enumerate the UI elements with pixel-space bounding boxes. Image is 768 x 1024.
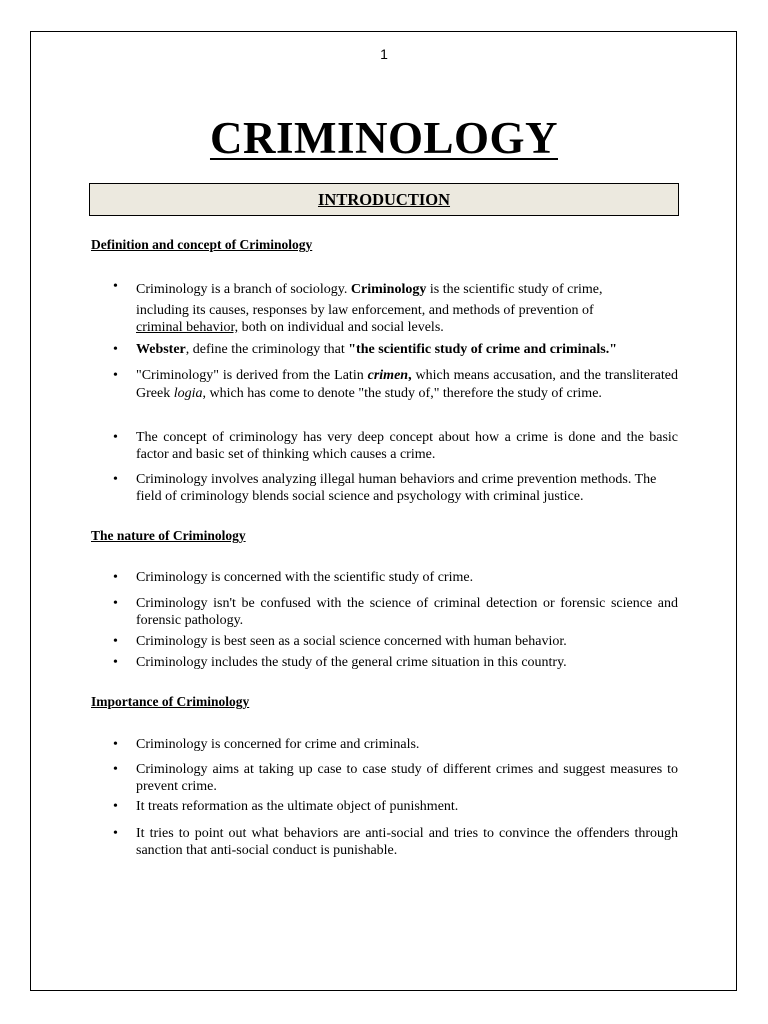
- introduction-banner: [89, 183, 679, 216]
- bullet-marker: •: [113, 737, 118, 752]
- list-item: Criminology includes the study of the general crime situation in this country.: [136, 655, 567, 670]
- list-item: It tries to point out what behaviors are anti-social and tries to convince the offenders through sanction that anti-social conduct is punishable.: [136, 826, 678, 858]
- bullet-marker: •: [113, 472, 118, 487]
- list-item: Criminology isn't be confused with the science of criminal detection or forensic science and forensic pathology.: [136, 596, 678, 628]
- list-item: The concept of criminology has very deep concept about how a crime is done and the basic factor and basic set of thinking which causes a crime.: [136, 430, 678, 462]
- list-item: Criminology is a branch of sociology. Criminology is the scientific study of crime,: [136, 282, 603, 297]
- page-title: CRIMINOLOGY: [209, 113, 558, 163]
- bullet-marker: •: [113, 279, 118, 294]
- list-item: Criminology is concerned with the scientific study of crime.: [136, 570, 474, 585]
- bullet-marker: •: [113, 342, 118, 357]
- list-item: Criminology aims at taking up case to case study of different crimes and suggest measures to prevent crime.: [136, 762, 678, 794]
- list-item-continuation: criminal behavior, both on individual and social levels.: [136, 320, 444, 335]
- section-heading-importance: Importance of Criminology: [91, 694, 250, 709]
- bullet-marker: •: [113, 430, 118, 445]
- list-item: Criminology is concerned for crime and criminals.: [136, 737, 420, 752]
- bullet-marker: •: [113, 368, 118, 383]
- bullet-marker: •: [113, 634, 118, 649]
- list-item: Criminology is best seen as a social science concerned with human behavior.: [136, 634, 567, 649]
- bullet-marker: •: [113, 655, 118, 670]
- section-heading-nature: The nature of Criminology: [91, 528, 246, 543]
- section-heading-definition: Definition and concept of Criminology: [91, 237, 313, 252]
- bullet-marker: •: [113, 596, 118, 611]
- list-item-continuation: including its causes, responses by law enforcement, and methods of prevention of: [136, 303, 594, 318]
- list-item: Criminology involves analyzing illegal human behaviors and crime prevention methods. The field of criminology blends social science and psychology with criminal justice.: [136, 472, 657, 504]
- bullet-marker: •: [113, 762, 118, 777]
- introduction-heading: INTRODUCTION: [317, 190, 451, 209]
- bullet-marker: •: [113, 826, 118, 841]
- list-item: It treats reformation as the ultimate object of punishment.: [136, 799, 459, 814]
- list-item: "Criminology" is derived from the Latin crimen, which means accusation, and the transliterated Greek logia, which has come to denote "the study of," therefore the study of crime.: [136, 368, 678, 401]
- list-item: Webster, define the criminology that "the scientific study of crime and criminals.": [136, 342, 617, 357]
- page-number: 1: [380, 46, 388, 62]
- bullet-marker: •: [113, 570, 118, 585]
- bullet-marker: •: [113, 799, 118, 814]
